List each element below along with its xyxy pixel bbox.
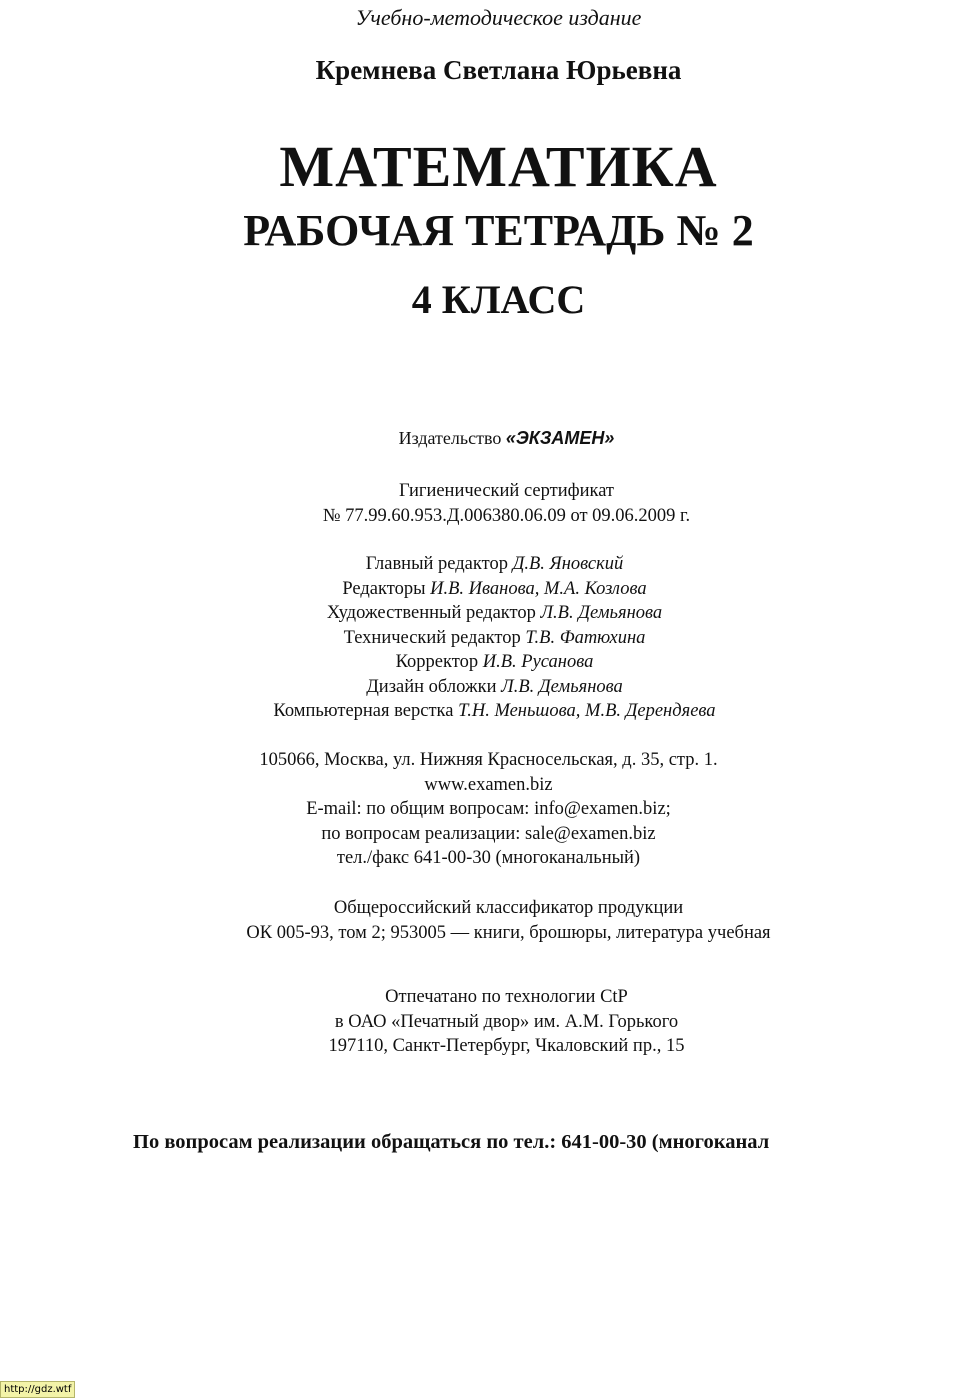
email-general: E-mail: по общим вопросам: info@examen.biz; <box>306 799 671 819</box>
editors-block <box>16 552 957 724</box>
editor-role: Редакторы <box>342 578 431 599</box>
editor-role: Дизайн обложки <box>366 676 502 697</box>
editor-names: Д.В. Яновский <box>512 554 624 574</box>
editor-row <box>16 650 957 675</box>
series-label: Учебно-методическое издание <box>355 5 642 30</box>
publisher-prefix: Издательство <box>398 428 506 448</box>
publisher-name: «ЭКЗАМЕН» <box>505 428 615 448</box>
classifier-title: Общероссийский классификатор продукции <box>333 898 684 918</box>
postal-address: 105066, Москва, ул. Нижняя Красносельская, д. 35, стр. 1. <box>259 750 718 770</box>
editor-role: Технический редактор <box>343 627 526 648</box>
editor-names: Л.В. Демьянова <box>501 676 623 697</box>
classifier-code: ОК 005-93, том 2; 953005 — книги, брошюры, литература учебная <box>246 922 771 943</box>
printing-block <box>28 985 957 1059</box>
phone-fax: тел./факс 641-00-30 (многоканальный) <box>336 848 641 868</box>
editor-role: Художественный редактор <box>326 603 541 623</box>
editor-names: И.В. Иванова, М.А. Козлова <box>430 578 647 599</box>
editor-row <box>16 626 957 651</box>
book-title: МАТЕМАТИКА <box>279 134 718 199</box>
editor-names: Л.В. Демьянова <box>540 603 663 623</box>
editor-row <box>16 675 957 700</box>
editor-row <box>16 552 957 577</box>
contacts-block <box>10 748 957 871</box>
classifier-block <box>30 896 957 945</box>
email-sales: по вопросам реализации: sale@examen.biz <box>321 823 656 844</box>
certificate-title: Гигиенический сертификат <box>398 481 615 501</box>
sales-contact-note: По вопросам реализации обращаться по тел.: 641-00-30 (многоканал <box>133 1131 770 1153</box>
watermark-label: http://gdz.wtf <box>0 1381 75 1398</box>
editor-role: Корректор <box>395 652 483 672</box>
author-name: Кремнева Светлана Юрьевна <box>315 55 682 85</box>
book-subtitle: РАБОЧАЯ ТЕТРАДЬ № 2 <box>243 206 754 255</box>
website-link: www.examen.biz <box>424 774 553 795</box>
printing-address: 197110, Санкт-Петербург, Чкаловский пр., 15 <box>328 1036 685 1056</box>
printing-technology: Отпечатано по технологии CtP <box>385 987 628 1007</box>
editor-names: Т.В. Фатюхина <box>525 627 646 648</box>
editor-row <box>16 699 957 724</box>
editor-role: Компьютерная верстка <box>273 701 459 721</box>
editor-names: И.В. Русанова <box>482 652 594 672</box>
certificate-number: № 77.99.60.953.Д.006380.06.09 от 09.06.2009 г. <box>322 505 691 526</box>
certificate-block <box>28 479 957 528</box>
editor-role: Главный редактор <box>365 554 513 574</box>
editor-row <box>16 577 957 602</box>
editor-row <box>16 601 957 626</box>
publisher-line <box>28 428 957 449</box>
grade-label: 4 КЛАСС <box>411 277 586 322</box>
editor-names: Т.Н. Меньшова, М.В. Дерендяева <box>458 701 716 721</box>
printing-house: в ОАО «Печатный двор» им. А.М. Горького <box>334 1011 679 1032</box>
